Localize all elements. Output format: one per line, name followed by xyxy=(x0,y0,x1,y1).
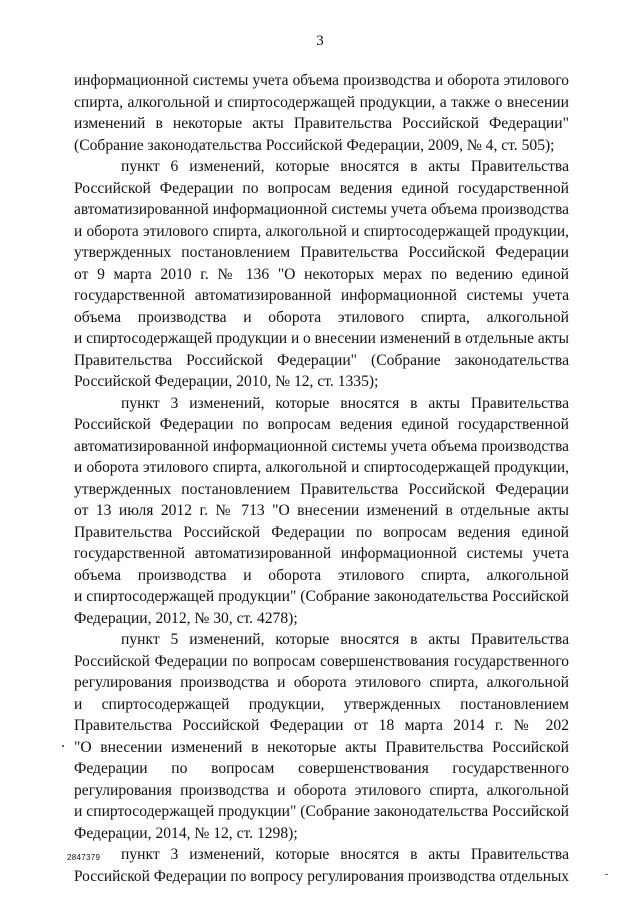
text-line: пункт 5 изменений, которые вносятся в акты Правительства xyxy=(121,631,569,648)
text-line: государственной автоматизированной информационной системы учета xyxy=(74,545,569,562)
text-line: автоматизированной информационной системы учета объема производства xyxy=(74,437,569,455)
text-line: Российской Федерации по вопросам ведения единой государственной xyxy=(74,416,569,433)
text-line: и спиртосодержащей продукции, утвержденных постановлением xyxy=(74,695,569,713)
scan-artifact xyxy=(605,874,608,875)
text-line: Российской Федерации по вопросам совершенствования государственного xyxy=(74,652,569,670)
text-line: Федерации по вопросам совершенствования государственного xyxy=(74,760,569,777)
text-line: пункт 3 изменений, которые вносятся в акты Правительства xyxy=(121,846,569,863)
text-line: объема производства и оборота этилового спирта, алкогольной xyxy=(74,566,569,584)
text-line: спирта, алкогольной и спиртосодержащей продукции, а также о внесении xyxy=(74,93,569,111)
text-line: Российской Федерации по вопросу регулирования производства отдельных xyxy=(74,867,569,885)
text-line: и спиртосодержащей продукции и о внесении изменений в отдельные акты xyxy=(74,330,569,347)
text-line: пункт 6 изменений, которые вносятся в акты Правительства xyxy=(121,158,569,175)
text-line: (Собрание законодательства Российской Федерации, 2009, № 4, ст. 505); xyxy=(74,136,555,154)
text-line: государственной автоматизированной информационной системы учета xyxy=(74,287,569,304)
text-line: утвержденных постановлением Правительства Российской Федерации xyxy=(74,244,569,261)
text-line: объема производства и оборота этилового спирта, алкогольной xyxy=(74,308,569,326)
text-line: Правительства Российской Федерации" (Собрание законодательства xyxy=(74,351,569,369)
text-line: "О внесении изменений в некоторые акты Правительства Российской xyxy=(74,738,569,756)
text-line: Федерации, 2014, № 12, ст. 1298); xyxy=(74,824,298,842)
text-line: и спиртосодержащей продукции" (Собрание законодательства Российской xyxy=(74,588,569,605)
text-line: утвержденных постановлением Правительства Российской Федерации xyxy=(74,480,569,498)
text-line: Правительства Российской Федерации от 18 марта 2014 г. № 202 xyxy=(74,717,569,734)
text-line: информационной системы учета объема производства и оборота этилового xyxy=(74,72,569,89)
text-line: от 13 июля 2012 г. № 713 "О внесении изменений в отдельные акты xyxy=(74,502,569,519)
text-line: и оборота этилового спирта, алкогольной и спиртосодержащей продукции, xyxy=(74,459,569,476)
text-line: Правительства Российской Федерации по вопросам ведения единой xyxy=(74,523,569,541)
document-body xyxy=(74,70,569,887)
text-line: Российской Федерации по вопросам ведения единой государственной xyxy=(74,179,569,197)
text-line: автоматизированной информационной системы учета объема производства xyxy=(74,201,569,218)
text-line: Федерации, 2012, № 30, ст. 4278); xyxy=(74,609,298,627)
text-line: Российской Федерации, 2010, № 12, ст. 1335); xyxy=(74,373,379,390)
text-line: пункт 3 изменений, которые вносятся в акты Правительства xyxy=(121,394,569,412)
text-line: и спиртосодержащей продукции" (Собрание законодательства Российской xyxy=(74,803,569,820)
text-line: регулирования производства и оборота этилового спирта, алкогольной xyxy=(74,674,569,691)
text-line: от 9 марта 2010 г. № 136 "О некоторых мерах по ведению единой xyxy=(74,265,569,283)
scan-artifact xyxy=(62,745,64,747)
page-number: 3 xyxy=(316,33,324,49)
text-line: изменений в некоторые акты Правительства Российской Федерации" xyxy=(74,115,569,132)
document-code: 2847379 xyxy=(67,853,101,862)
text-line: и оборота этилового спирта, алкогольной и спиртосодержащей продукции, xyxy=(74,222,569,240)
text-line: регулирования производства и оборота этилового спирта, алкогольной xyxy=(74,781,569,799)
